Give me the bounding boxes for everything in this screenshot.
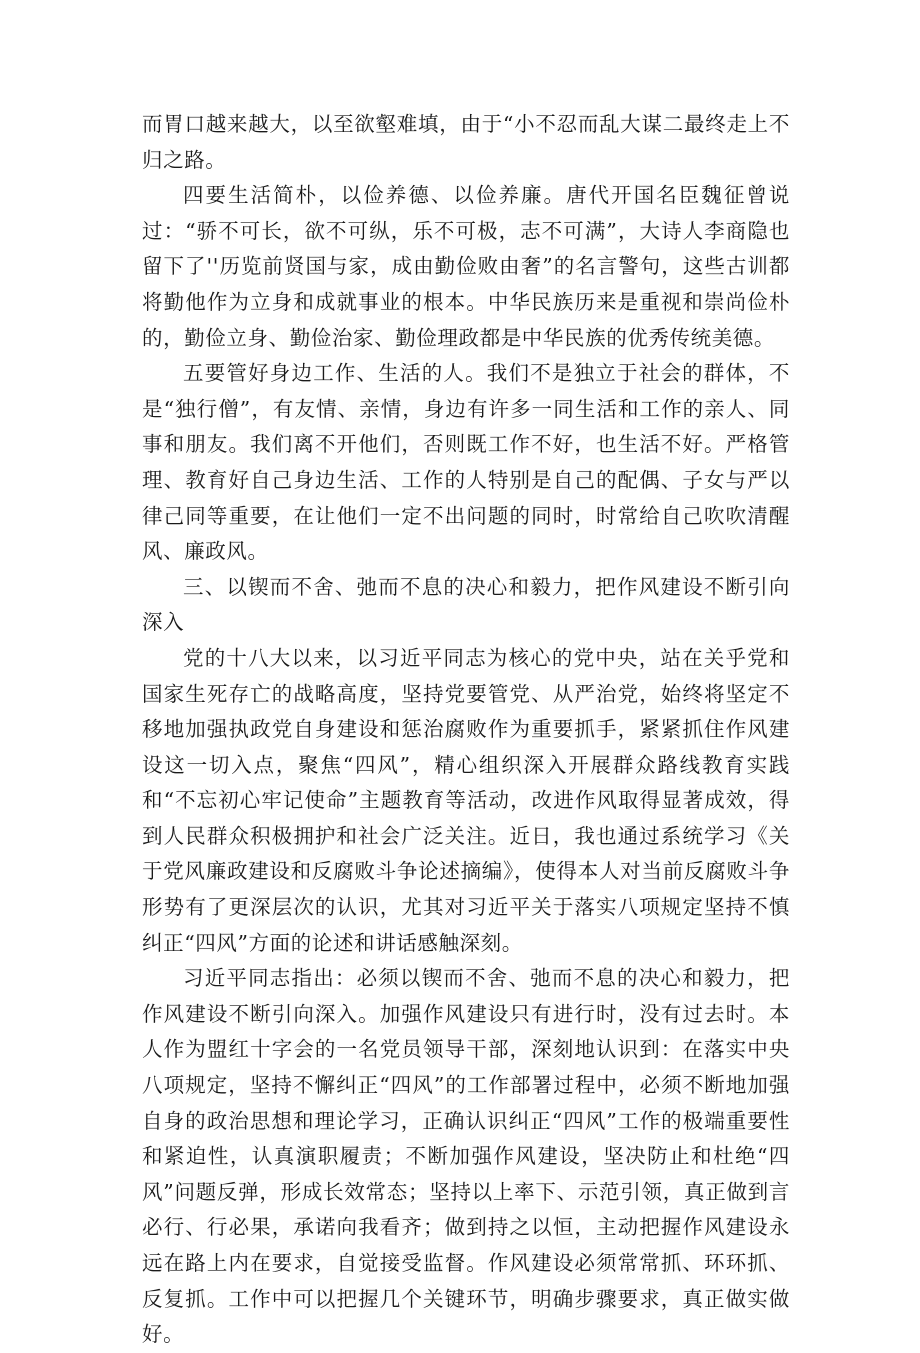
section-heading-three: 三、以锲而不舍、弛而不息的决心和毅力，把作风建设不断引向深入 xyxy=(142,574,790,635)
paragraph-frugal-living: 四要生活简朴，以俭养德、以俭养廉。唐代开国名臣魏征曾说过：“骄不可长，欲不可纵，乐不可极，志不可满”，大诗人李商隐也留下了''历览前贤国与家，成由勤俭败由奢”的名言警句，这些古训都将勤他作为立身和成就事业的根本。中华民族历来是重视和崇尚俭朴的，勤俭立身、勤俭治家、勤俭理政都是中华民族的优秀传统美德。 xyxy=(142,183,790,350)
document-body xyxy=(142,107,790,1353)
paragraph-continuation: 而胃口越来越大，以至欲壑难填，由于“小不忍而乱大谋二最终走上不归之路。 xyxy=(142,112,790,172)
paragraph-manage-surroundings: 五要管好身边工作、生活的人。我们不是独立于社会的群体，不是“独行僧”，有友情、亲情，身边有许多一同生活和工作的亲人、同事和朋友。我们离不开他们，否则既工作不好，也生活不好。严格管理、教育好自己身边生活、工作的人特别是自己的配偶、子女与严以律己同等重要，在让他们一定不出问题的同时，时常给自己吹吹清醒风、廉政风。 xyxy=(142,361,790,564)
paragraph-xi-instructions: 习近平同志指出：必须以锲而不舍、弛而不息的决心和毅力，把作风建设不断引向深入。加强作风建设只有进行时，没有过去时。本人作为盟红十字会的一名党员领导干部，深刻地认识到：在落实中央八项规定，坚持不懈纠正“四风”的工作部署过程中，必须不断地加强自身的政治思想和理论学习，正确认识纠正“四风”工作的极端重要性和紧迫性，认真演职履责；不断加强作风建设，坚决防止和杜绝“四风”问题反弹，形成长效常态；坚持以上率下、示范引领，真正做到言必行、行必果，承诺向我看齐；做到持之以恒，主动把握作风建设永远在路上内在要求，自觉接受监督。作风建设必须常常抓、环环抓、反复抓。工作中可以把握几个关键环节，明确步骤要求，真正做实做好。 xyxy=(142,966,790,1347)
paragraph-party-eighteenth-congress: 党的十八大以来，以习近平同志为核心的党中央，站在关乎党和国家生死存亡的战略高度，坚持党要管党、从严治党，始终将坚定不移地加强执政党自身建设和惩治腐败作为重要抓手，紧紧抓住作风建设这一切入点，聚焦“四风”，精心组织深入开展群众路线教育实践和“不忘初心牢记使命”主题教育等活动，改进作风取得显著成效，得到人民群众积极拥护和社会广泛关注。近日，我也通过系统学习《关于党风廉政建设和反腐败斗争论述摘编》，使得本人对当前反腐败斗争形势有了更深层次的认识，尤其对习近平关于落实八项规定坚持不慎纠正“四风”方面的论述和讲话感触深刻。 xyxy=(142,645,790,955)
